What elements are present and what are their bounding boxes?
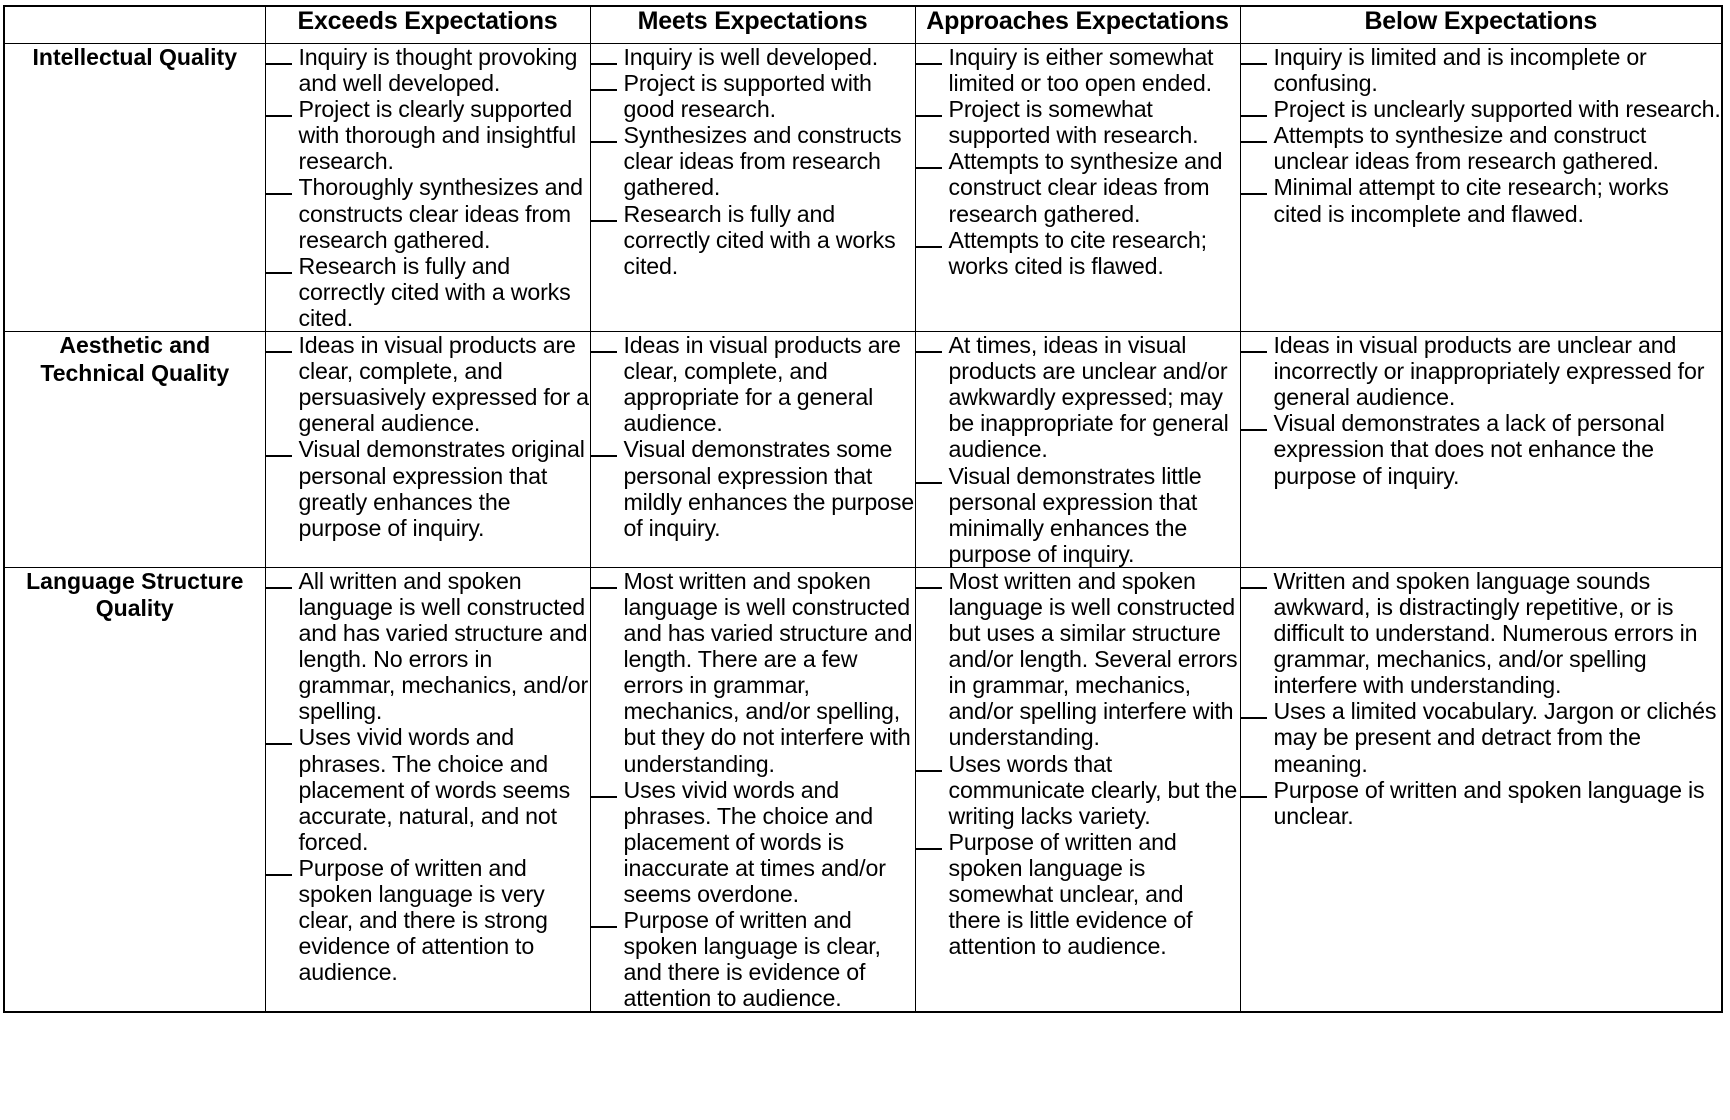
- criteria-item-text: Uses vivid words and phrases. The choice and placement of words is inaccurate at times and/or seems overdone.: [623, 776, 886, 907]
- criteria-item-text: Purpose of written and spoken language is unclear.: [1273, 776, 1705, 829]
- criteria-list: [916, 568, 1240, 959]
- criteria-cell-below: [1240, 567, 1722, 1012]
- criteria-item-text: Project is clearly supported with thorough and insightful research.: [298, 96, 577, 175]
- criteria-cell-below: [1240, 332, 1722, 568]
- criteria-list: [266, 332, 590, 541]
- criteria-item[interactable]: [916, 568, 1240, 751]
- criteria-item[interactable]: [1241, 410, 1722, 488]
- checkbox-blank-line-icon[interactable]: [591, 351, 617, 353]
- criteria-item[interactable]: [591, 332, 915, 436]
- criteria-item[interactable]: [266, 436, 590, 540]
- checkbox-blank-line-icon[interactable]: [266, 874, 292, 876]
- criteria-item-text: Thoroughly synthesizes and constructs clear ideas from research gathered.: [298, 174, 583, 253]
- criteria-cell-meets: [590, 567, 915, 1012]
- checkbox-blank-line-icon[interactable]: [1241, 115, 1267, 117]
- criteria-cell-meets: [590, 44, 915, 332]
- criteria-item[interactable]: [591, 44, 915, 70]
- checkbox-blank-line-icon[interactable]: [591, 455, 617, 457]
- criteria-item-text: Most written and spoken language is well constructed and has varied structure and length. There are a few errors in grammar, mechanics, and/or spelling, but they do not interfere with understanding.: [623, 567, 913, 777]
- criteria-item-text: Project is somewhat supported with research.: [948, 96, 1199, 149]
- criteria-item-text: Attempts to cite research; works cited is flawed.: [948, 226, 1207, 279]
- criteria-item-text: Synthesizes and constructs clear ideas from research gathered.: [623, 122, 902, 201]
- criteria-item-text: Purpose of written and spoken language is clear, and there is evidence of attention to audience.: [623, 907, 881, 1012]
- criteria-item-text: Visual demonstrates a lack of personal expression that does not enhance the purpose of inquiry.: [1273, 410, 1665, 489]
- checkbox-blank-line-icon[interactable]: [1241, 587, 1267, 589]
- rubric-body: [4, 44, 1722, 1013]
- criteria-item-text: Visual demonstrates some personal expression that mildly enhances the purpose of inquiry.: [623, 436, 915, 541]
- criteria-item-text: Research is fully and correctly cited with a works cited.: [298, 252, 571, 331]
- checkbox-blank-line-icon[interactable]: [591, 796, 617, 798]
- column-header-approaches: Approaches Expectations: [915, 6, 1240, 44]
- checkbox-blank-line-icon[interactable]: [1241, 193, 1267, 195]
- criteria-item-text: Ideas in visual products are unclear and incorrectly or inappropriately expressed for general audience.: [1273, 332, 1705, 411]
- checkbox-blank-line-icon[interactable]: [916, 115, 942, 117]
- criteria-item-text: Most written and spoken language is well constructed but uses a similar structure and/or length. Several errors in grammar, mechanics, and/or spelling interfere with understanding.: [948, 567, 1238, 751]
- criteria-item-text: Uses vivid words and phrases. The choice and placement of words seems accurate, natural, and not forced.: [298, 724, 571, 855]
- criteria-item[interactable]: [1241, 332, 1722, 410]
- checkbox-blank-line-icon[interactable]: [266, 63, 292, 65]
- criteria-item[interactable]: [591, 907, 915, 1011]
- criteria-item[interactable]: [916, 227, 1240, 279]
- checkbox-blank-line-icon[interactable]: [591, 220, 617, 222]
- criteria-item-text: Visual demonstrates little personal expression that minimally enhances the purpose of inquiry.: [948, 462, 1202, 567]
- criteria-item[interactable]: [916, 96, 1240, 148]
- criteria-item-text: Project is unclearly supported with research.: [1273, 96, 1721, 123]
- checkbox-blank-line-icon[interactable]: [266, 351, 292, 353]
- criteria-list: [1241, 44, 1722, 227]
- criteria-item[interactable]: [916, 44, 1240, 96]
- checkbox-blank-line-icon[interactable]: [1241, 429, 1267, 431]
- criteria-item[interactable]: [591, 201, 915, 279]
- criteria-item-text: Inquiry is either somewhat limited or too open ended.: [948, 44, 1214, 97]
- criteria-item[interactable]: [591, 436, 915, 540]
- criteria-cell-below: [1240, 44, 1722, 332]
- checkbox-blank-line-icon[interactable]: [266, 587, 292, 589]
- checkbox-blank-line-icon[interactable]: [916, 848, 942, 850]
- criteria-item[interactable]: [916, 751, 1240, 829]
- checkbox-blank-line-icon[interactable]: [916, 351, 942, 353]
- header-corner-cell: [4, 6, 265, 44]
- criteria-item[interactable]: [1241, 44, 1722, 96]
- criteria-cell-exceeds: [265, 332, 590, 568]
- checkbox-blank-line-icon[interactable]: [916, 482, 942, 484]
- criteria-item[interactable]: [1241, 174, 1722, 226]
- criteria-cell-approaches: [915, 332, 1240, 568]
- criteria-item-text: Attempts to synthesize and construct clear ideas from research gathered.: [948, 148, 1223, 227]
- rubric-table: [3, 5, 1723, 1013]
- checkbox-blank-line-icon[interactable]: [1241, 63, 1267, 65]
- criteria-list: [916, 332, 1240, 567]
- criteria-item[interactable]: [266, 44, 590, 96]
- criteria-item-text: Purpose of written and spoken language is very clear, and there is strong evidence of attention to audience.: [298, 854, 548, 986]
- checkbox-blank-line-icon[interactable]: [591, 587, 617, 589]
- criteria-item[interactable]: [916, 148, 1240, 226]
- criteria-list: [591, 44, 915, 279]
- criteria-list: [266, 568, 590, 986]
- criteria-item[interactable]: [266, 253, 590, 331]
- criteria-item[interactable]: [266, 96, 590, 174]
- checkbox-blank-line-icon[interactable]: [591, 63, 617, 65]
- criteria-item[interactable]: [1241, 777, 1722, 829]
- rubric-header-row: [4, 6, 1722, 44]
- checkbox-blank-line-icon[interactable]: [266, 115, 292, 117]
- criteria-item[interactable]: [591, 568, 915, 777]
- criteria-item-text: All written and spoken language is well constructed and has varied structure and length. No errors in grammar, mechanics, and/or spelling.: [298, 567, 589, 725]
- checkbox-blank-line-icon[interactable]: [266, 272, 292, 274]
- checkbox-blank-line-icon[interactable]: [1241, 141, 1267, 143]
- criteria-item-text: Purpose of written and spoken language is somewhat unclear, and there is little evidence of attention to audience.: [948, 828, 1193, 960]
- checkbox-blank-line-icon[interactable]: [591, 141, 617, 143]
- rubric-row: [4, 567, 1722, 1012]
- criteria-cell-approaches: [915, 567, 1240, 1012]
- checkbox-blank-line-icon[interactable]: [1241, 717, 1267, 719]
- row-label-3: Language Structure Quality: [4, 567, 265, 1012]
- rubric-row: [4, 44, 1722, 332]
- checkbox-blank-line-icon[interactable]: [1241, 796, 1267, 798]
- criteria-item[interactable]: [591, 122, 915, 200]
- checkbox-blank-line-icon[interactable]: [266, 193, 292, 195]
- criteria-item-text: Project is supported with good research.: [623, 70, 872, 123]
- row-label-2: Aesthetic and Technical Quality: [4, 332, 265, 568]
- criteria-list: [591, 568, 915, 1012]
- criteria-item-text: Inquiry is limited and is incomplete or confusing.: [1273, 44, 1647, 97]
- criteria-item-text: Research is fully and correctly cited with a works cited.: [623, 200, 896, 279]
- checkbox-blank-line-icon[interactable]: [916, 770, 942, 772]
- checkbox-blank-line-icon[interactable]: [916, 167, 942, 169]
- criteria-item[interactable]: [916, 829, 1240, 959]
- criteria-item-text: Attempts to synthesize and construct unclear ideas from research gathered.: [1273, 122, 1659, 175]
- criteria-list: [266, 44, 590, 331]
- criteria-item-text: Visual demonstrates original personal expression that greatly enhances the purpose of inquiry.: [298, 436, 585, 541]
- criteria-list: [1241, 568, 1722, 829]
- criteria-item-text: Ideas in visual products are clear, complete, and persuasively expressed for a general audience.: [298, 332, 589, 437]
- criteria-item-text: At times, ideas in visual products are unclear and/or awkwardly expressed; may be inappropriate for general audience.: [948, 332, 1229, 463]
- column-header-below: Below Expectations: [1240, 6, 1722, 44]
- criteria-item[interactable]: [266, 174, 590, 252]
- checkbox-blank-line-icon[interactable]: [266, 455, 292, 457]
- criteria-item[interactable]: [591, 70, 915, 122]
- criteria-list: [916, 44, 1240, 279]
- criteria-item[interactable]: [1241, 698, 1722, 776]
- criteria-list: [591, 332, 915, 541]
- column-header-meets: Meets Expectations: [590, 6, 915, 44]
- criteria-item[interactable]: [916, 332, 1240, 462]
- criteria-cell-exceeds: [265, 567, 590, 1012]
- criteria-item[interactable]: [266, 568, 590, 725]
- criteria-item[interactable]: [1241, 96, 1722, 122]
- checkbox-blank-line-icon[interactable]: [591, 926, 617, 928]
- checkbox-blank-line-icon[interactable]: [916, 246, 942, 248]
- criteria-list: [1241, 332, 1722, 489]
- criteria-item[interactable]: [591, 777, 915, 907]
- criteria-item-text: Inquiry is well developed.: [623, 44, 879, 70]
- criteria-item-text: Minimal attempt to cite research; works cited is incomplete and flawed.: [1273, 174, 1669, 227]
- criteria-item-text: Ideas in visual products are clear, complete, and appropriate for a general audience.: [623, 332, 901, 437]
- row-label-1: Intellectual Quality: [4, 44, 265, 332]
- criteria-cell-meets: [590, 332, 915, 568]
- checkbox-blank-line-icon[interactable]: [591, 89, 617, 91]
- criteria-item[interactable]: [266, 332, 590, 436]
- criteria-item[interactable]: [1241, 122, 1722, 174]
- criteria-item-text: Inquiry is thought provoking and well developed.: [298, 44, 578, 97]
- criteria-cell-exceeds: [265, 44, 590, 332]
- rubric-row: [4, 332, 1722, 568]
- criteria-item-text: Uses words that communicate clearly, but the writing lacks variety.: [948, 750, 1238, 829]
- checkbox-blank-line-icon[interactable]: [916, 63, 942, 65]
- checkbox-blank-line-icon[interactable]: [1241, 351, 1267, 353]
- criteria-item[interactable]: [1241, 568, 1722, 698]
- criteria-item[interactable]: [266, 724, 590, 854]
- checkbox-blank-line-icon[interactable]: [916, 587, 942, 589]
- criteria-item[interactable]: [916, 463, 1240, 567]
- column-header-exceeds: Exceeds Expectations: [265, 6, 590, 44]
- criteria-cell-approaches: [915, 44, 1240, 332]
- criteria-item[interactable]: [266, 855, 590, 985]
- criteria-item-text: Uses a limited vocabulary. Jargon or clichés may be present and detract from the meaning.: [1273, 698, 1717, 777]
- criteria-item-text: Written and spoken language sounds awkward, is distractingly repetitive, or is difficult to understand. Numerous errors in grammar, mechanics, and/or spelling interfere with understanding.: [1273, 567, 1698, 699]
- checkbox-blank-line-icon[interactable]: [266, 743, 292, 745]
